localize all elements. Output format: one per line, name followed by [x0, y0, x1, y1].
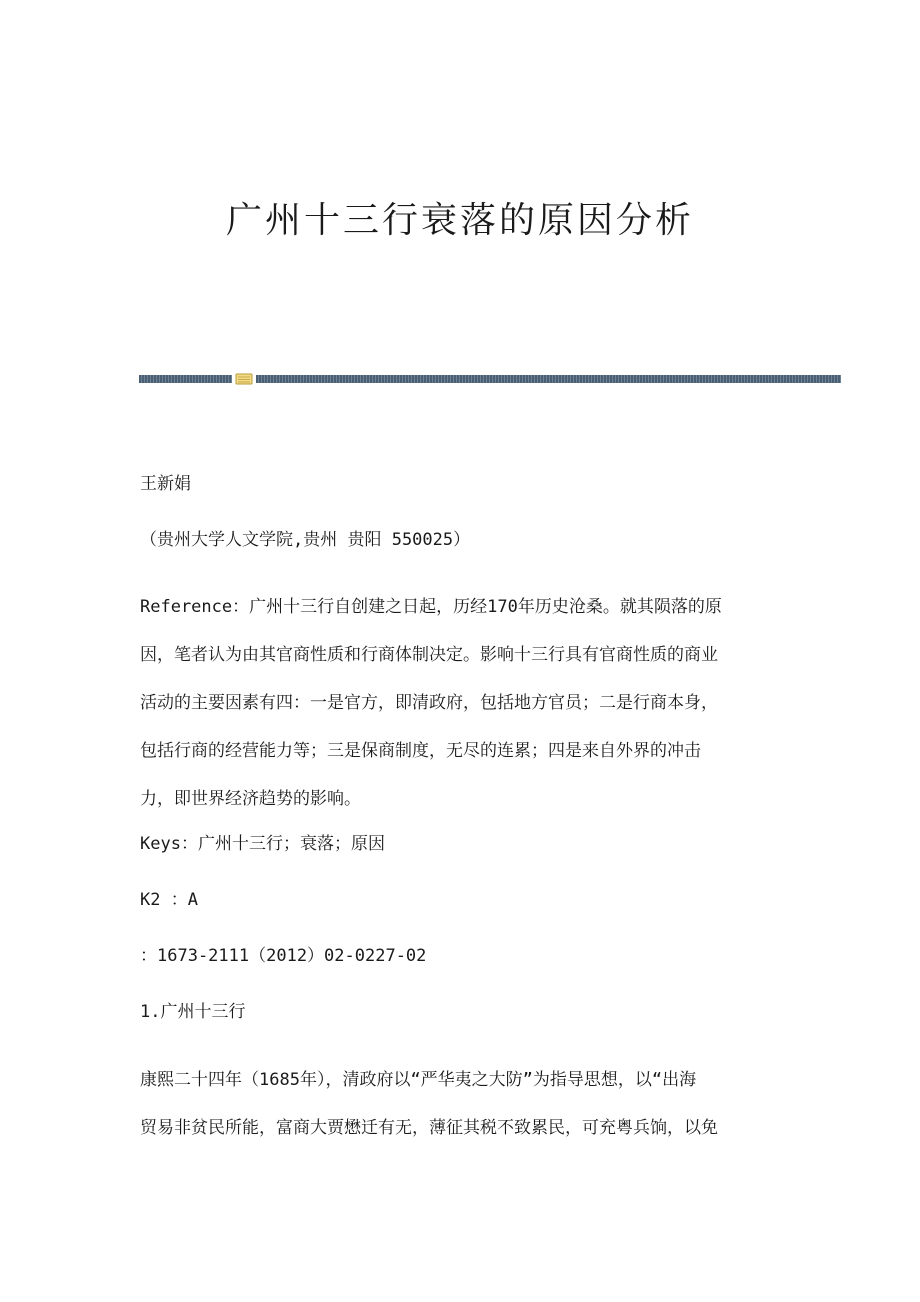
- body-line: 康熙二十四年（1685年），清政府以“严华夷之大防”为指导思想，以“出海: [140, 1070, 697, 1090]
- title-divider-left: [139, 375, 232, 383]
- author-affiliation: （贵州大学人文学院,贵州 贵阳 550025）: [140, 530, 471, 550]
- abstract-line: 因，笔者认为由其官商性质和行商体制决定。影响十三行具有官商性质的商业: [140, 645, 718, 665]
- abstract-line: Reference：广州十三行自创建之日起，历经170年历史沧桑。就其陨落的原: [140, 597, 722, 617]
- body-paragraph: [140, 1056, 780, 1152]
- document-title: 广州十三行衰落的原因分析: [225, 200, 694, 241]
- abstract-line: 力，即世界经济趋势的影响。: [140, 789, 361, 809]
- body-line: 贸易非贫民所能，富商大贾懋迁有无，薄征其税不致累民，可充粤兵饷，以免: [140, 1118, 718, 1138]
- classification-code: K2 ：A: [140, 890, 198, 910]
- abstract: [140, 583, 780, 823]
- keywords: Keys：广州十三行；衰落；原因: [140, 834, 385, 854]
- abstract-line: 活动的主要因素有四：一是官方，即清政府，包括地方官员；二是行商本身，: [140, 693, 718, 713]
- title-divider-right: [256, 375, 841, 383]
- section-heading: 1.广州十三行: [140, 1002, 246, 1022]
- article-id: ：1673-2111（2012）02-0227-02: [140, 946, 427, 966]
- abstract-line: 包括行商的经营能力等；三是保商制度，无尽的连累；四是来自外界的冲击: [140, 741, 701, 761]
- ornament-icon: [235, 373, 253, 385]
- author-name: 王新娟: [140, 474, 191, 494]
